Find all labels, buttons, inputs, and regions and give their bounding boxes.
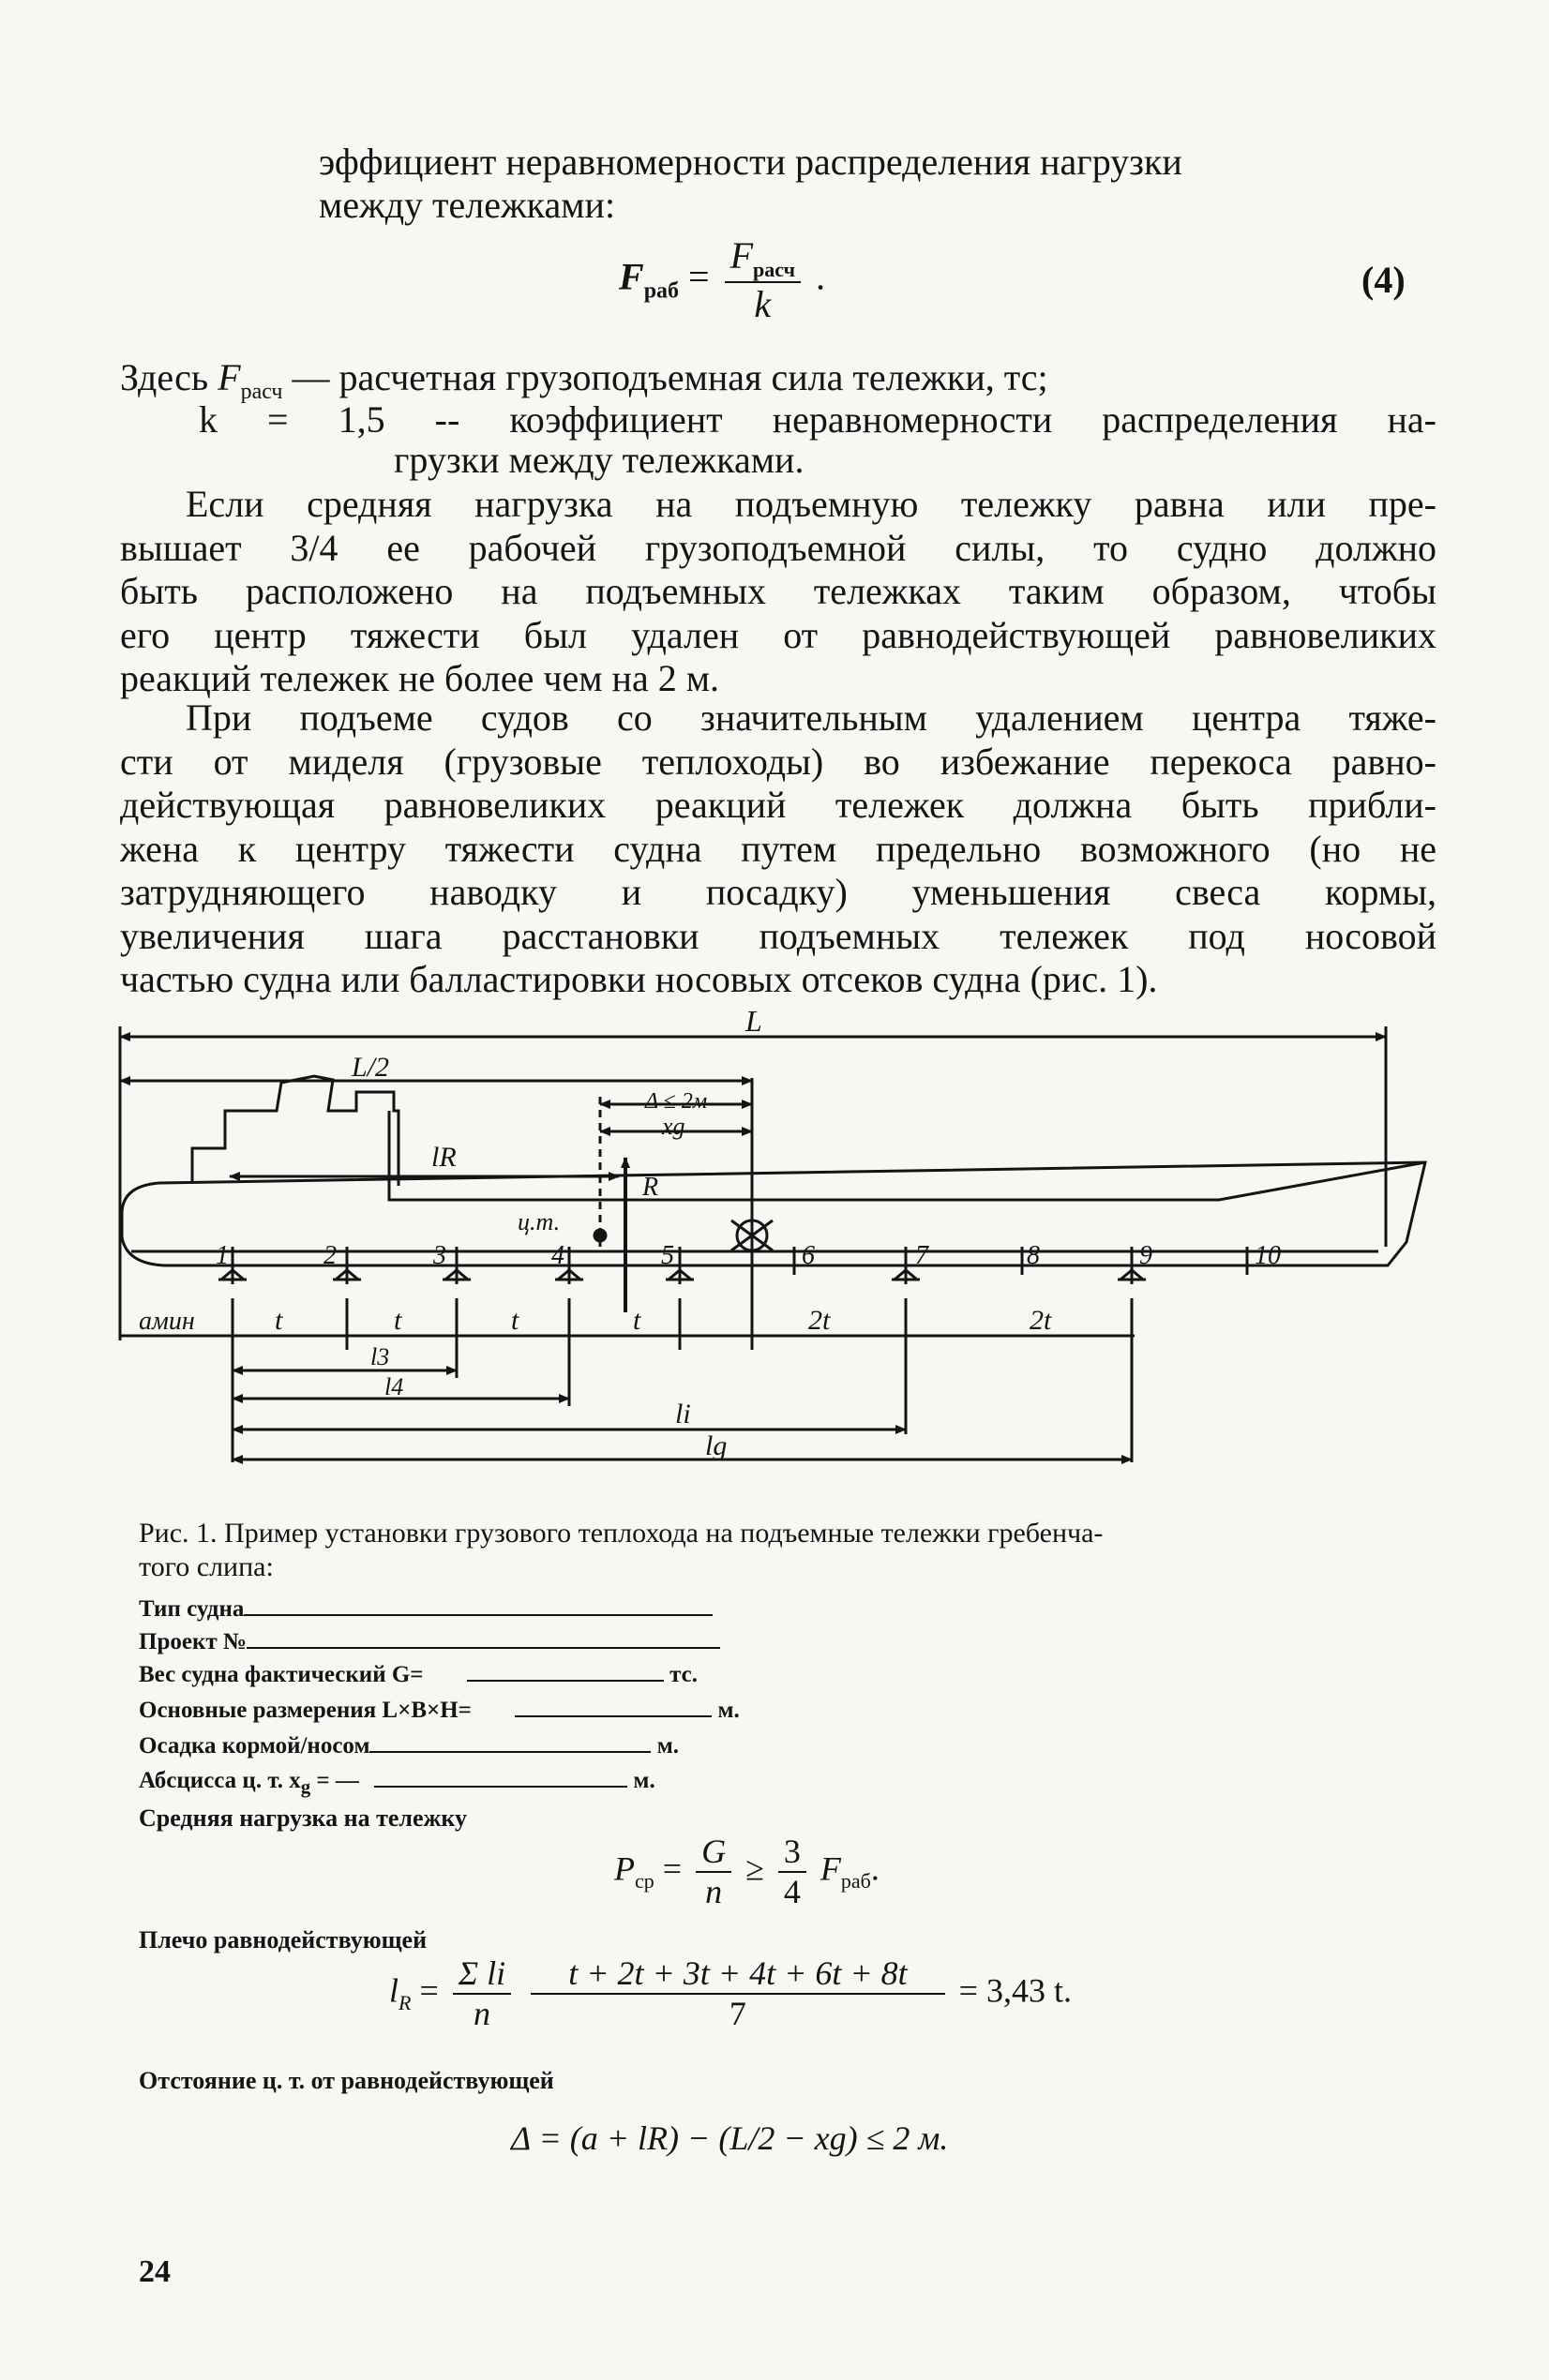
figure-caption bbox=[139, 1517, 1436, 1584]
formula-4-num: F bbox=[729, 234, 754, 277]
paragraph-2-line: действующая равновеликих реакций тележек должна быть прибли- bbox=[120, 784, 1436, 826]
spacing-label: 2t bbox=[1030, 1305, 1052, 1336]
definition-2-line-1: k = 1,5 -- коэффициент неравномерности распределения на- bbox=[199, 398, 1436, 441]
distance-formula: Δ = (a + lR) − (L/2 − xg) ≤ 2 м. bbox=[511, 2119, 949, 2157]
definition-1-text: — расчетная грузоподъемная сила тележки, тс; bbox=[282, 356, 1048, 398]
form-dimensions-label: Основные размерения L×B×H= bbox=[139, 1698, 472, 1723]
avg-load-lhs-sub: ср bbox=[635, 1868, 654, 1893]
paragraph-2-line: жена к центру тяжести судна путем предельно возможного (но не bbox=[120, 827, 1436, 870]
spacing-label: t bbox=[275, 1305, 283, 1336]
form-ship-type-label: Тип судна bbox=[139, 1596, 245, 1622]
trolley-number: 10 bbox=[1255, 1241, 1281, 1270]
label-lg: lg bbox=[705, 1430, 728, 1461]
trolley-number: 1 bbox=[216, 1241, 229, 1270]
definition-1-symbol: F bbox=[218, 356, 241, 398]
arm-lhs: l bbox=[389, 1971, 399, 2010]
arm-den-1: n bbox=[473, 1995, 490, 2033]
paragraph-1-line: вышает 3/4 ее рабочей грузоподъемной силы, то судно должно bbox=[120, 526, 1436, 569]
label-ct: ц.т. bbox=[518, 1208, 561, 1235]
label-delta: Δ ≤ 2м bbox=[645, 1089, 708, 1114]
spacing-label: 2t bbox=[808, 1305, 831, 1336]
distance-label: Отстояние ц. т. от равнодействующей bbox=[139, 2067, 554, 2094]
avg-load-formula: $P_{ср}$ = $\frac{G}{n}$ ≥ $\frac{3}{4}$ $F_{раб}$. bbox=[614, 1833, 880, 1911]
arm-result: = 3,43 t. bbox=[958, 1971, 1072, 2010]
form-project bbox=[139, 1628, 720, 1656]
label-l4: l4 bbox=[384, 1373, 404, 1400]
arm-fraction-2 bbox=[531, 1954, 944, 2034]
formula-4-num-sub: расч bbox=[753, 258, 796, 281]
figure-caption-line-2: того слипа: bbox=[139, 1551, 274, 1582]
paragraph-2-line: увеличения шага расстановки подъемных тележек под носовой bbox=[120, 914, 1436, 957]
avg-load-num-1: G bbox=[696, 1833, 731, 1873]
form-abscissa-unit: м. bbox=[633, 1768, 655, 1793]
form-project-label: Проект № bbox=[139, 1629, 248, 1654]
form-weight bbox=[139, 1661, 698, 1689]
form-weight-unit: тс. bbox=[669, 1662, 698, 1687]
label-R: R bbox=[642, 1173, 659, 1202]
arm-num-1: Σ li bbox=[453, 1954, 511, 1995]
paragraph-2-line: частью судна или балластировки носовых отсеков судна (рис. 1). bbox=[120, 958, 1158, 1000]
paragraph-2-line: При подъеме судов со значительным удалением центра тяже- bbox=[186, 696, 1436, 739]
avg-load-label: Средняя нагрузка на тележку bbox=[139, 1804, 468, 1832]
formula-4-tail: . bbox=[816, 255, 826, 298]
form-dimensions bbox=[139, 1697, 740, 1725]
trolley-number: 6 bbox=[802, 1241, 815, 1270]
form-draft-blank bbox=[369, 1734, 651, 1753]
paragraph-1-line: реакций тележек не более чем на 2 м. bbox=[120, 657, 720, 699]
label-xg: xg bbox=[662, 1113, 685, 1140]
arm-lhs-sub: R bbox=[399, 1990, 412, 2014]
label-li: li bbox=[675, 1399, 691, 1429]
avg-load-fraction-1 bbox=[696, 1833, 731, 1912]
definition-2-line-2: грузки между тележками. bbox=[394, 439, 805, 481]
formula-4-lhs-sub: раб bbox=[643, 278, 680, 304]
paragraph-1-line: его центр тяжести был удален от равнодействующей равновеликих bbox=[120, 613, 1436, 656]
label-l3: l3 bbox=[370, 1343, 390, 1370]
form-project-blank bbox=[247, 1630, 720, 1649]
avg-load-den-1: n bbox=[705, 1873, 723, 1911]
avg-load-num-2: 3 bbox=[778, 1833, 806, 1873]
form-draft-unit: м. bbox=[656, 1733, 680, 1759]
arm-fraction-1 bbox=[453, 1954, 511, 2034]
label-amin: aмин bbox=[139, 1307, 195, 1336]
arm-formula: $l_R$ = $\frac{\text{Σ li}}{n}$ $\frac{t + 2t + 3t + 4t + 6t + 8t}{7}$ = 3,43 t. bbox=[389, 1954, 1072, 2033]
trolley-number: 2 bbox=[323, 1241, 337, 1270]
avg-load-rhs: F bbox=[820, 1849, 841, 1888]
spacing-label: t bbox=[633, 1305, 641, 1336]
paragraph-1-line: быть расположено на подъемных тележках таким образом, чтобы bbox=[120, 570, 1436, 612]
form-abscissa-label: Абсцисса ц. т. x bbox=[139, 1768, 301, 1793]
spacing-label: t bbox=[394, 1305, 402, 1336]
figure-caption-line-1: Рис. 1. Пример установки грузового теплохода на подъемные тележки гребенча- bbox=[139, 1518, 1104, 1549]
formula-4 bbox=[619, 234, 825, 326]
formula-4-number: (4) bbox=[1361, 259, 1406, 301]
form-ship-type bbox=[139, 1595, 713, 1624]
form-draft-label: Осадка кормой/носом bbox=[139, 1733, 370, 1759]
form-weight-blank bbox=[467, 1663, 664, 1682]
label-lR: lR bbox=[431, 1142, 457, 1173]
paragraph-2 bbox=[120, 696, 1436, 1002]
formula-4-den: k bbox=[754, 283, 772, 326]
ship-on-trolleys-figure bbox=[0, 1008, 1549, 1495]
page-number: 24 bbox=[139, 2254, 171, 2289]
form-weight-label: Вес судна фактический G= bbox=[139, 1662, 424, 1687]
paragraph-2-line: затрудняющего наводку и посадку) уменьшения свеса кормы, bbox=[120, 871, 1436, 913]
form-dimensions-unit: м. bbox=[717, 1698, 740, 1723]
formula-4-fraction bbox=[725, 234, 801, 326]
formula-4-eq: = bbox=[688, 255, 710, 298]
form-abscissa-eq: = — bbox=[316, 1768, 359, 1793]
label-L: L bbox=[745, 1008, 762, 1038]
definition-1-sub: расч bbox=[240, 380, 283, 404]
form-ship-type-blank bbox=[244, 1597, 713, 1616]
trolley-number: 7 bbox=[915, 1241, 928, 1270]
form-abscissa-blank bbox=[374, 1769, 627, 1788]
avg-load-den-2: 4 bbox=[783, 1873, 801, 1911]
form-abscissa bbox=[139, 1767, 655, 1801]
form-dimensions-blank bbox=[515, 1699, 712, 1717]
formula-4-lhs: F bbox=[619, 255, 644, 298]
arm-label: Плечо равнодействующей bbox=[139, 1926, 428, 1953]
trolley-number: 5 bbox=[661, 1241, 674, 1270]
paragraph-1 bbox=[120, 483, 1436, 701]
trolley-number: 4 bbox=[551, 1241, 564, 1270]
definition-1-prefix: Здесь bbox=[120, 356, 218, 398]
paragraph-1-line: Если средняя нагрузка на подъемную тележку равна или пре- bbox=[186, 483, 1436, 525]
arm-num-2: t + 2t + 3t + 4t + 6t + 8t bbox=[531, 1954, 944, 1995]
arm-den-2: 7 bbox=[729, 1995, 746, 2033]
spacing-label: t bbox=[511, 1305, 519, 1336]
trolley-number: 8 bbox=[1027, 1241, 1040, 1270]
form-abscissa-sub: g bbox=[300, 1775, 311, 1798]
avg-load-fraction-2 bbox=[778, 1833, 806, 1912]
trolley-number: 9 bbox=[1139, 1241, 1152, 1270]
top-line-1: эффициент неравномерности распределения нагрузки bbox=[319, 141, 1182, 183]
top-line-2: между тележками: bbox=[319, 184, 616, 226]
paragraph-2-line: сти от миделя (грузовые теплоходы) во избежание перекоса равно- bbox=[120, 740, 1436, 783]
avg-load-relation: ≥ bbox=[745, 1849, 764, 1888]
label-L-half: L/2 bbox=[352, 1052, 390, 1083]
form-draft bbox=[139, 1732, 679, 1760]
avg-load-rhs-sub: раб bbox=[840, 1868, 871, 1893]
avg-load-lhs: P bbox=[614, 1849, 635, 1888]
trolley-number: 3 bbox=[433, 1241, 446, 1270]
avg-load-tail: . bbox=[870, 1849, 880, 1888]
